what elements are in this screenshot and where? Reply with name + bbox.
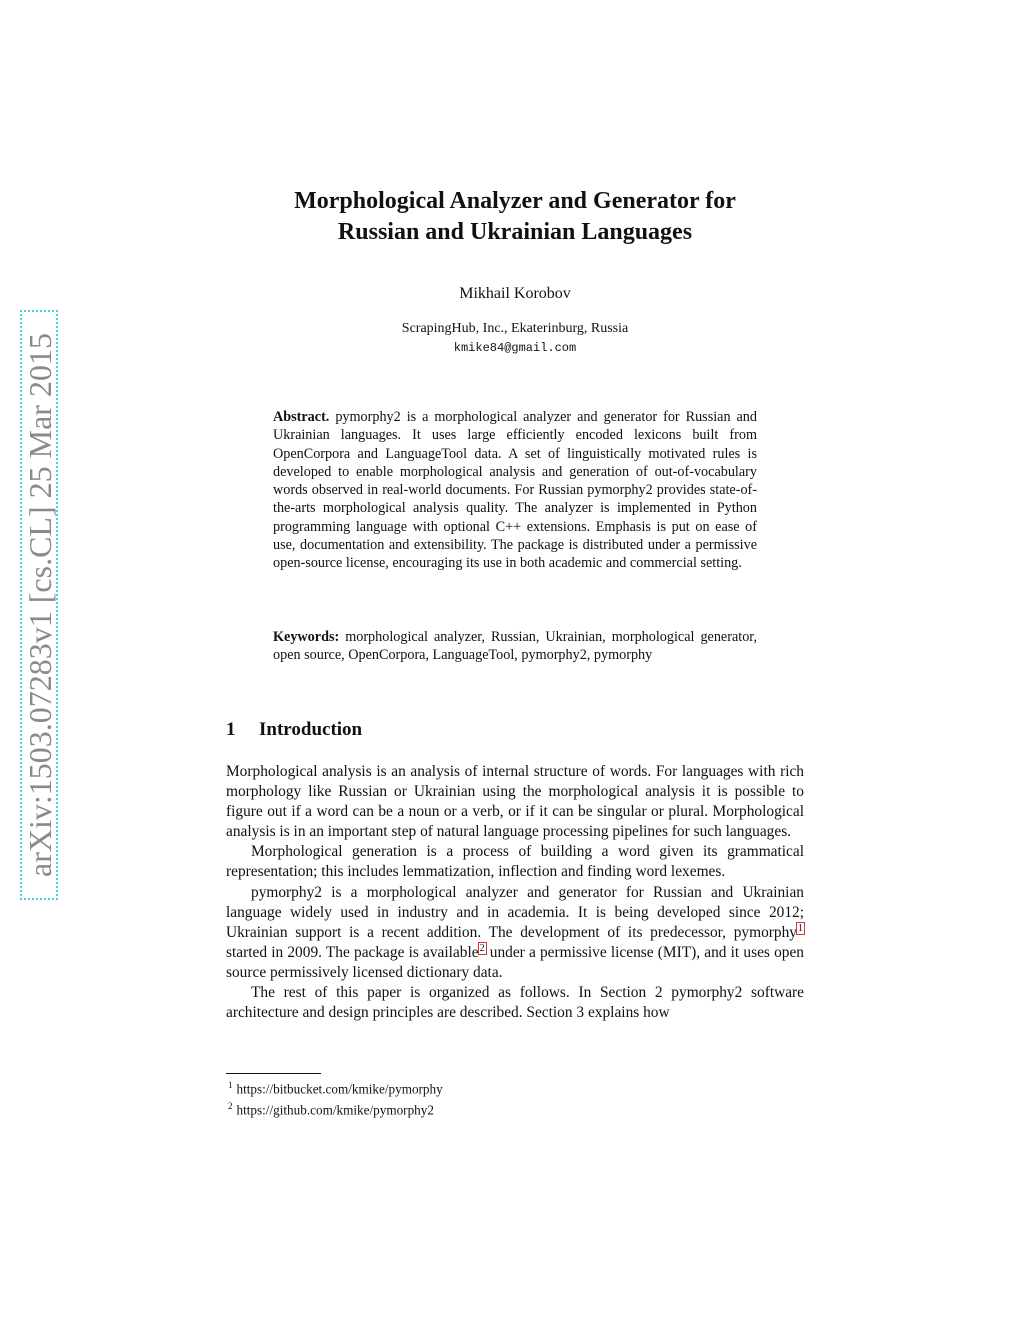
footnote-2	[228, 1098, 443, 1119]
footnote-ref-2[interactable]: 2	[479, 942, 485, 954]
footnote-ref-1[interactable]: 1	[798, 922, 803, 934]
footnote-2-mark: 2	[228, 1100, 233, 1111]
paragraph-2: Morphological generation is a process of building a word given its grammatical representation; this includes lemmatization, inflection and finding word lexemes.	[226, 843, 804, 881]
paragraph-3-text-a: pymorphy2 is a morphological analyzer and generator for Russian and Ukrainian language widely used in industry and in academia. It is being developed since 2012; Ukrainian support is a recent addition. The development of its predecessor, pymorphy	[226, 883, 804, 941]
author-affiliation: ScrapingHub, Inc., Ekaterinburg, Russia	[401, 321, 629, 336]
paper-title	[180, 186, 850, 248]
footnotes	[228, 1077, 443, 1119]
arxiv-identifier-stamp[interactable]: arXiv:1503.07283v1 [cs.CL] 25 Mar 2015	[20, 310, 58, 900]
keywords-label: Keywords:	[273, 629, 340, 645]
keywords-block	[273, 628, 757, 665]
paragraph-4: The rest of this paper is organized as follows. In Section 2 pymorphy2 software architecture and design principles are described. Section 3 explains how	[226, 984, 804, 1022]
section-number: 1	[226, 719, 236, 740]
footnote-1-link[interactable]: https://bitbucket.com/kmike/pymorphy	[236, 1081, 443, 1097]
title-line-1: Morphological Analyzer and Generator for	[294, 188, 736, 214]
title-line-2: Russian and Ukrainian Languages	[337, 219, 693, 245]
abstract-label: Abstract.	[273, 409, 330, 425]
paragraph-3	[226, 883, 804, 983]
paragraph-3-text-c: under a permissive license (MIT), and it uses open source permissively licensed dictionary data.	[226, 943, 804, 981]
footnote-1-mark: 1	[228, 1080, 233, 1090]
section-body	[226, 762, 804, 1023]
paragraph-3-text-b: started in 2009. The package is available	[226, 943, 479, 961]
author-name: Mikhail Korobov	[459, 285, 571, 302]
keywords-text: morphological analyzer, Russian, Ukrainian, morphological generator, open source, OpenCorpora, LanguageTool, pymorphy2, pymorphy	[273, 629, 757, 664]
footnote-2-link[interactable]: https://github.com/kmike/pymorphy2	[236, 1102, 434, 1118]
paragraph-1: Morphological analysis is an analysis of internal structure of words. For languages with rich morphology like Russian or Ukrainian using the morphological analysis it is possible to figure out if a word can be a noun or a verb, or if it can be singular or plural. Morphological analysis is in an important step of natural language processing pipelines for such languages.	[226, 763, 804, 841]
footnote-1	[228, 1077, 443, 1098]
author-email[interactable]: kmike84@gmail.com	[453, 341, 577, 355]
abstract-text: pymorphy2 is a morphological analyzer and generator for Russian and Ukrainian languages. It uses large efficiently encoded lexicons built from OpenCorpora and LanguageTool data. A set of linguistically motivated rules is developed to enable morphological analysis and generation of out-of-vocabulary words observed in real-world documents. For Russian pymorphy2 provides state-of-the-arts morphological analysis quality. The analyzer is implemented in Python programming language with optional C++ extensions. Emphasis is put on ease of use, documentation and extensibility. The package is distributed under a permissive open-source license, encouraging its use in both academic and commercial setting.	[273, 409, 757, 572]
section-heading	[226, 718, 362, 742]
footnote-divider	[226, 1073, 321, 1074]
abstract-block	[273, 408, 757, 573]
section-title: Introduction	[259, 719, 363, 740]
